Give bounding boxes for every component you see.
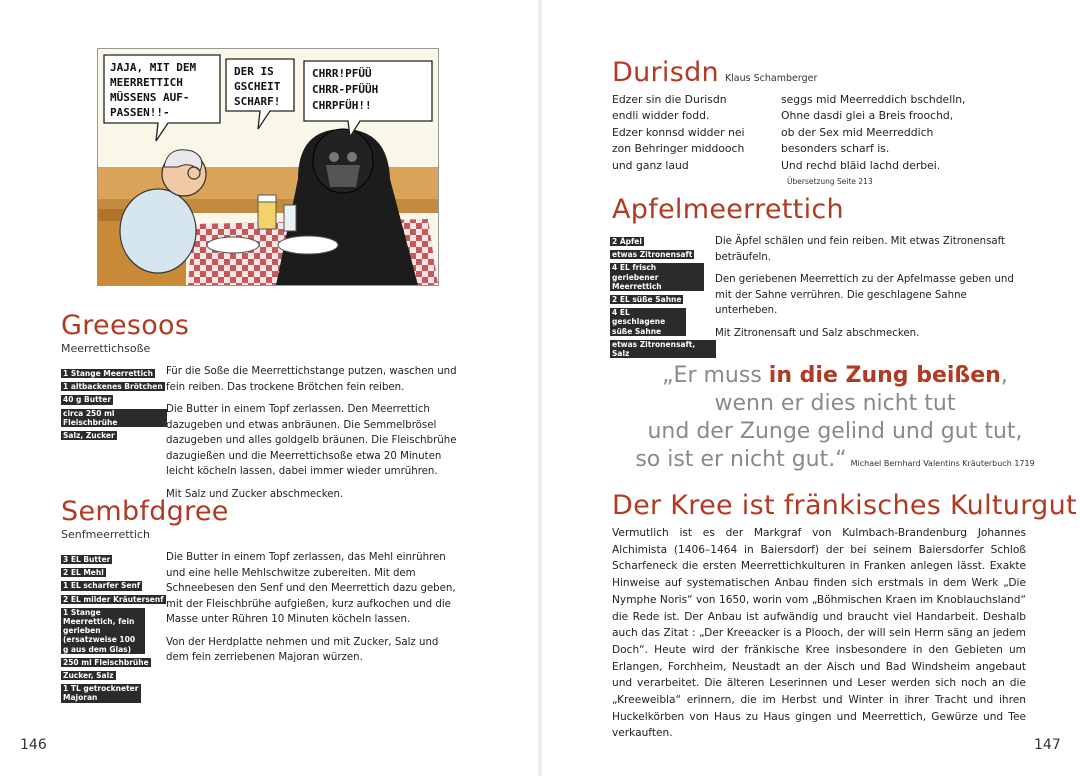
ingredient-label: 1 altbackenes Brötchen: [63, 382, 163, 392]
bubble-breath-line-2: CHRR-PFÜÜH: [312, 83, 379, 96]
quote-line-4: [600, 446, 1070, 478]
quote-line-1: [600, 362, 1070, 390]
translation-note: Übersetzung Seite 213: [787, 177, 873, 187]
step-paragraph: Die Butter in einem Topf zerlassen. Den Meerrettich dazugeben und etwas anbräunen. Die Semmelbrösel dazugeben und alles goldgelb bräunen. Die Fleischbrühe dazugießen und die Meerrettichsoße etwa 20 Minuten leicht köcheln lassen, dabei immer wieder umrühren.: [166, 404, 457, 477]
ingredient-label: 40 g Butter: [63, 395, 112, 405]
ingredient-label: 4 EL geschlagene süße Sahne: [610, 308, 686, 336]
quote-line-1-pre: „Er muss: [662, 363, 769, 388]
bubble-breath-line-1: CHRR!PFÜÜ: [312, 67, 372, 80]
poem-line: endli widder fodd.: [612, 109, 710, 123]
ingredient-list-greesoos: [61, 369, 165, 444]
bubble-woman-line-4: PASSEN!!-: [110, 106, 170, 119]
step-paragraph: Die Äpfel schälen und fein reiben. Mit etwas Zitronensaft beträufeln.: [715, 236, 1006, 263]
cartoon-drawing: [98, 49, 438, 285]
poem-line: Edzer konnsd widder nei: [612, 125, 745, 139]
bubble-woman-line-1: JAJA, MIT DEM: [110, 61, 197, 74]
poem-line: [781, 158, 965, 191]
steps-greesoos: [166, 364, 464, 509]
page-number-left: 146: [20, 737, 47, 753]
ingredient-label: 2 EL süße Sahne: [612, 295, 682, 305]
poem-author: Klaus Schamberger: [724, 73, 818, 84]
poem-line: zon Behringer middooch: [612, 142, 745, 156]
poem-title-text: Durisdn: [612, 57, 719, 88]
ingredient-label: 2 Äpfel: [612, 237, 642, 246]
ingredient-label: circa 250 ml Fleischbrühe: [61, 409, 167, 427]
ingredient-label: 4 EL frisch geriebener Meerrettich: [610, 263, 704, 291]
bubble-woman-line-2: MEERRETTICH: [110, 76, 183, 89]
bubble-breath-line-3: CHRPFÜH!!: [312, 99, 372, 112]
recipe-title-apfelmeerrettich: Apfelmeerrettich: [612, 194, 844, 225]
ingredient-label: 3 EL Butter: [63, 555, 111, 564]
bubble-vader-line-2: GSCHEIT: [234, 80, 281, 93]
ingredient-label: etwas Zitronensaft, Salz: [610, 340, 716, 358]
poem-line: ob der Sex mid Meerreddich: [781, 125, 934, 139]
step-paragraph: Den geriebenen Meerrettich zu der Apfelmasse geben und mit der Sahne verrühren. Die geschlagene Sahne unterheben.: [715, 274, 1014, 316]
bubble-vader-line-3: SCHARF!: [234, 95, 281, 108]
ingredient-label: etwas Zitronensaft: [612, 250, 693, 260]
ingredient-label: 2 EL milder Kräutersenf: [63, 594, 164, 604]
ingredient-label: Salz, Zucker: [63, 431, 115, 441]
step-paragraph: Mit Zitronensaft und Salz abschmecken.: [715, 327, 920, 339]
ingredient-label: 2 EL Mehl: [63, 568, 104, 578]
article-body: Vermutlich ist es der Markgraf von Kulmbach-Brandenburg Johannes Alchimista (1406–1464 in Baiersdorf) der bei seinem Baiersdorfer Schloß Scharfeneck die ersten Meerrettichkulturen in Franken anlegen lässt. Exakte Hinweise auf systematischen Anbau finden sich erstmals in dem Werk „Die Nymphe Noris“ von 1650, worin vom „Böhmischen Kraen im Knoblauchsland“ die Rede ist. Der Anbau ist aufwändig und braucht viel Handarbeit. Deshalb auch das Zitat : „Der Kreeacker is a Plooch, der will sein Herrn säng an jedem Doch“. Heute wird der fränkische Kree insbesondere in den Gebieten um Erlangen, Forchheim, Neustadt an der Aisch und Bad Windsheim angebaut und verarbeitet. Die älteren Leserinnen und Leser werden sich noch an die „Kreeweibla“ erinnern, die im Herbst und Winter in ihrer Tracht und ihren Huckelkörben von Haus zu Haus gingen und Meerrettich, Gewürze und Tee verkauften.: [612, 527, 1026, 740]
step-paragraph: Mit Salz und Zucker abschmecken.: [166, 488, 344, 500]
ingredient-label: 1 EL scharfer Senf: [63, 581, 141, 591]
recipe-title-greesoos: Greesoos: [61, 310, 190, 341]
quote-line-1-post: ,: [1000, 363, 1008, 388]
ingredient-label: 250 ml Fleischbrühe: [63, 657, 149, 667]
ingredient-label: 1 TL getrockneter Majoran: [61, 684, 141, 702]
right-page: [540, 0, 1080, 776]
poem-line: seggs mid Meerreddich bschdelln,: [781, 93, 966, 106]
recipe-title-sembfdgree: Sembfdgree: [61, 496, 229, 527]
recipe-subtitle-greesoos: Meerrettichsoße: [61, 342, 151, 355]
ingredient-list-apfelmeerrettich: [610, 237, 714, 362]
bubble-woman-line-3: MÜSSENS AUF-: [110, 91, 190, 104]
ingredient-label: 1 Stange Meerrettich: [63, 369, 153, 378]
article-title: Der Kree ist fränkisches Kulturgut: [612, 490, 1077, 521]
bubble-vader-line-1: DER IS: [234, 65, 274, 78]
step-paragraph: Die Butter in einem Topf zerlassen, das Mehl einrühren und eine helle Mehlschwitze zubereiten. Mit dem Schneebesen den Senf und den Meerrettich dazu geben, mit der Fleischbrühe aufgießen, kurz aufkochen und die Masse unter Rühren 10 Minuten köcheln lassen.: [166, 552, 456, 625]
step-paragraph: Von der Herdplatte nehmen und mit Zucker, Salz und dem fein zerriebenen Majoran würzen.: [166, 636, 439, 663]
poem-line: und ganz laud: [612, 158, 689, 172]
quote-line-3: und der Zunge gelind und gut tut,: [647, 419, 1023, 444]
poem-title: [612, 58, 817, 94]
poem-line: besonders scharf is.: [781, 142, 890, 156]
quote-line-4-text: so ist er nicht gut.“: [635, 447, 847, 472]
pull-quote: [600, 362, 1070, 478]
page-number-right: 147: [1034, 737, 1061, 753]
quote-highlight: in die Zung beißen: [768, 363, 1001, 388]
poem-line-text: Und rechd bläid lachd derbei.: [781, 158, 941, 172]
poem-column-2: [781, 92, 965, 190]
ingredient-label: 1 Stange Meerrettich, fein gerieben (ersatzweise 100 g aus dem Glas): [61, 608, 145, 654]
cartoon-illustration: [97, 48, 439, 286]
steps-sembfdgree: [166, 550, 456, 673]
steps-apfelmeerrettich: [715, 234, 1017, 348]
quote-line-2: wenn er dies nicht tut: [714, 391, 956, 416]
poem-column-1: [612, 92, 744, 174]
poem-line: Ohne dasdi glei a Breis froochd,: [781, 109, 954, 123]
step-paragraph: Für die Soße die Meerrettichstange putzen, waschen und fein reiben. Das trockene Brötchen fein reiben.: [166, 366, 457, 393]
ingredient-label: Zucker, Salz: [63, 671, 114, 681]
recipe-subtitle-sembfdgree: Senfmeerrettich: [61, 528, 150, 541]
poem-line: Edzer sin die Durisdn: [612, 93, 727, 106]
ingredient-list-sembfdgree: [61, 555, 165, 707]
quote-source: Michael Bernhard Valentins Kräuterbuch 1719: [850, 459, 1035, 468]
